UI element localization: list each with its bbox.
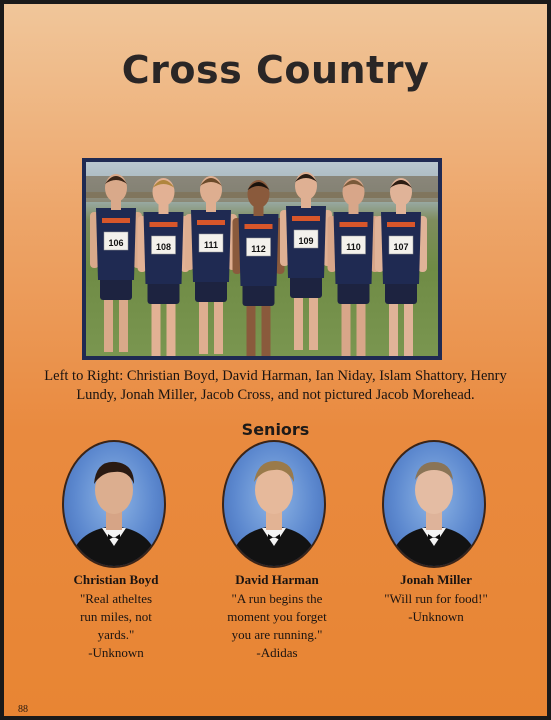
runner-figure [375,178,427,356]
team-photo [82,158,442,360]
runner-figure [328,178,380,356]
bib-number: 106 [108,238,124,248]
quote-line: moment you forget [227,609,327,624]
portrait-image [224,442,324,566]
senior-quote [366,590,506,626]
team-photo-image [86,162,438,356]
senior-quote [46,590,186,662]
page-number: 88 [18,704,28,715]
senior-quote [207,590,347,662]
senior-name: David Harman [235,572,319,587]
quote-line: "A run begins the [231,591,323,606]
senior-portrait-jonah-miller [382,440,486,568]
senior-name: Christian Boyd [73,572,159,587]
yearbook-page [4,4,547,716]
page-title: Cross Country [121,48,430,92]
quote-line: yards." [97,627,135,642]
quote-line: you are running." [231,627,323,642]
bib-number: 109 [298,236,314,246]
runner-figure [233,180,285,356]
runner-figure [185,176,237,354]
senior-name: Jonah Miller [400,572,472,587]
portrait-image [384,442,484,566]
bib-number: 112 [251,244,266,254]
runner-figure [138,178,190,356]
senior-portrait-christian-boyd [62,440,166,568]
bib-number: 111 [203,240,219,250]
bib-number: 110 [346,242,361,252]
quote-line: run miles, not [80,609,152,624]
quote-attribution: -Adidas [256,645,298,660]
bib-number: 108 [155,242,172,252]
quote-attribution: -Unknown [88,645,144,660]
bib-number: 107 [393,242,409,252]
seniors-heading: Seniors [241,420,310,439]
portrait-image [64,442,164,566]
quote-attribution: -Unknown [408,609,464,624]
quote-line: "Real atheltes [79,591,153,606]
senior-portrait-david-harman [222,440,326,568]
quote-line: "Will run for food!" [384,591,488,606]
photo-caption: Left to Right: Christian Boyd, David Harman, Ian Niday, Islam Shattory, Henry Lundy, Jonah Miller, Jacob Cross, and not pictured Jacob Morehead. [44,368,507,403]
